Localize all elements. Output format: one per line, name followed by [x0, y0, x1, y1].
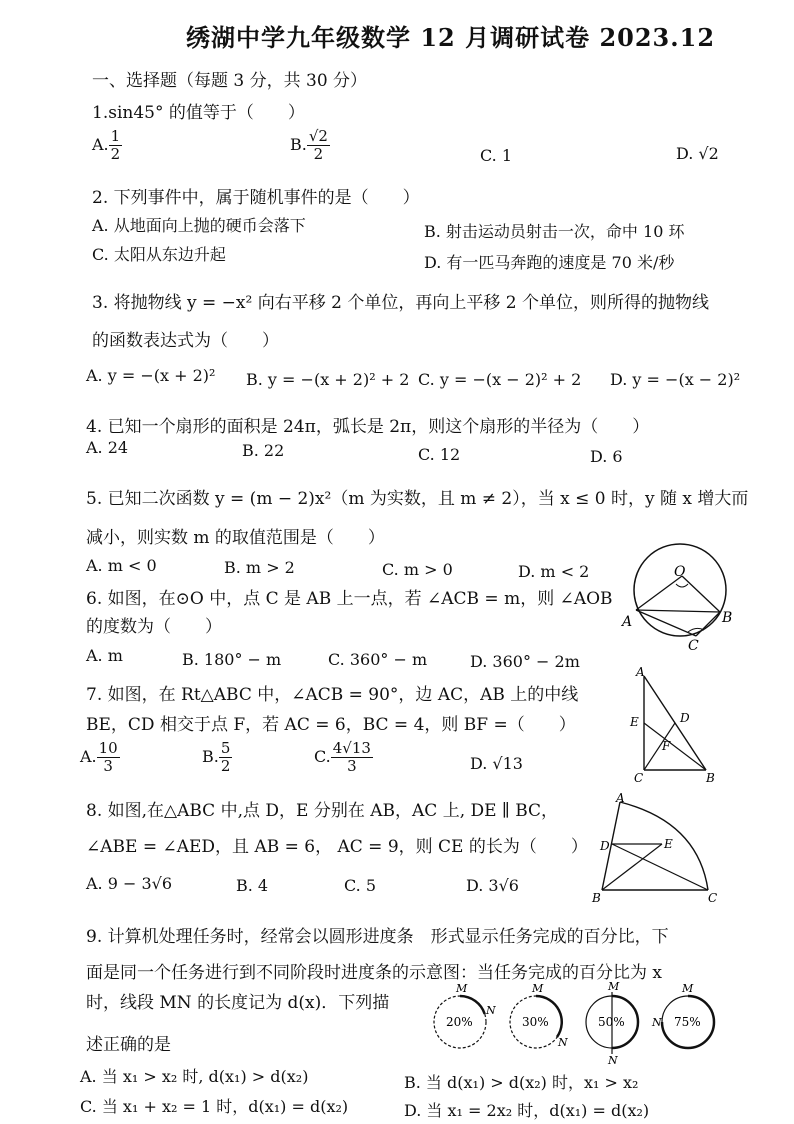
q5-option-c[interactable]: C. m > 0: [382, 560, 453, 579]
dial-75-label: 75%: [674, 1015, 701, 1029]
label-b: B: [592, 891, 601, 904]
q8-option-a[interactable]: A. 9 − 3√6: [86, 874, 173, 893]
angle-o-arc: [676, 584, 688, 587]
q7-a-label: A.: [80, 747, 97, 766]
q3-option-c[interactable]: C. y = −(x − 2)² + 2: [418, 370, 582, 389]
q7-b-den: 2: [220, 757, 231, 775]
q4-option-b[interactable]: B. 22: [242, 441, 285, 460]
dial-20-n: N: [486, 1004, 496, 1017]
q7-stem-1: 7. 如图，在 Rt△ABC 中，∠ACB = 90°，边 AC，AB 上的中线: [86, 685, 579, 705]
q7-option-d[interactable]: D. √13: [470, 754, 523, 773]
q5-option-d[interactable]: D. m < 2: [518, 562, 590, 581]
q1-option-c[interactable]: C. 1: [480, 146, 513, 165]
q5-stem-2: 减小，则实数 m 的取值范围是（ ）: [86, 528, 385, 548]
q8-option-b[interactable]: B. 4: [236, 876, 269, 895]
dial-20-arc: [460, 996, 485, 1014]
page-title: 绣湖中学九年级数学 12 月调研试卷 2023.12: [186, 23, 716, 52]
q1-stem: 1.sin45° 的值等于（ ）: [92, 103, 305, 123]
q3-option-b[interactable]: B. y = −(x + 2)² + 2: [246, 370, 410, 389]
q6-option-a[interactable]: A. m: [86, 646, 123, 665]
label-c: C: [708, 891, 718, 904]
q9-option-d[interactable]: D. 当 x₁ = 2x₂ 时，d(x₁) = d(x₂): [404, 1101, 650, 1120]
q2-stem: 2. 下列事件中，属于随机事件的是（ ）: [92, 188, 420, 208]
q1-a-num: 1: [110, 127, 121, 145]
q7-b-fraction: [219, 740, 233, 775]
q9-stem-2: 面是同一个任务进行到不同阶段时进度条的示意图：当任务完成的百分比为 x: [86, 963, 662, 983]
q2-option-a[interactable]: A. 从地面向上抛的硬币会落下: [92, 216, 306, 235]
q5-option-b[interactable]: B. m > 2: [224, 558, 295, 577]
q1-b-label: B.: [290, 135, 307, 154]
q9-option-a[interactable]: A. 当 x₁ > x₂ 时, d(x₁) > d(x₂): [80, 1067, 309, 1086]
label-d: D: [680, 711, 690, 725]
label-a: A: [622, 614, 633, 630]
label-a: A: [636, 665, 645, 679]
q2-option-b[interactable]: B. 射击运动员射击一次，命中 10 环: [424, 222, 685, 241]
q9-option-c[interactable]: C. 当 x₁ + x₂ = 1 时，d(x₁) = d(x₂): [80, 1097, 349, 1116]
q4-option-d[interactable]: D. 6: [590, 447, 623, 466]
dial-50-m: M: [608, 980, 620, 993]
dial-50-label: 50%: [598, 1015, 625, 1029]
q7-triangle-figure: [626, 664, 722, 784]
q3-option-d[interactable]: D. y = −(x − 2)²: [610, 370, 741, 389]
q7-a-fraction: [97, 740, 120, 775]
label-e: E: [664, 837, 673, 851]
q7-stem-2: BE，CD 相交于点 F，若 AC = 6，BC = 4，则 BF =（ ）: [86, 715, 576, 735]
q6-option-d[interactable]: D. 360° − 2m: [470, 652, 580, 671]
q3-stem-2: 的函数表达式为（ ）: [92, 331, 279, 351]
q8-option-c[interactable]: C. 5: [344, 876, 377, 895]
q1-a-fraction: [109, 128, 123, 163]
segment-be: [602, 844, 662, 890]
q9-option-b[interactable]: B. 当 d(x₁) > d(x₂) 时，x₁ > x₂: [404, 1073, 639, 1092]
dial-20-m: M: [456, 982, 468, 995]
label-a: A: [616, 792, 625, 805]
segment-ac: [636, 610, 696, 636]
median-be: [644, 723, 706, 770]
label-b: B: [706, 771, 715, 784]
q1-option-b[interactable]: [290, 128, 330, 163]
section-heading: 一、选择题（每题 3 分，共 30 分）: [92, 71, 368, 91]
label-f: F: [662, 739, 671, 753]
q1-b-den: 2: [313, 145, 324, 163]
label-o: O: [674, 564, 686, 580]
q4-option-c[interactable]: C. 12: [418, 445, 461, 464]
q6-stem-1: 6. 如图，在⊙O 中，点 C 是 AB 上一点，若 ∠ACB = m，则 ∠AOB: [86, 589, 613, 609]
q7-a-den: 3: [103, 757, 113, 775]
q6-circle-figure: [616, 540, 744, 652]
q6-option-c[interactable]: C. 360° − m: [328, 650, 428, 669]
dial-30-n: N: [558, 1036, 568, 1049]
q8-stem-1: 8. 如图,在△ABC 中,点 D，E 分别在 AB，AC 上, DE ∥ BC，: [86, 801, 559, 821]
label-d: D: [600, 839, 610, 853]
dial-20-label: 20%: [446, 1015, 473, 1029]
q9-stem-1: 9. 计算机处理任务时，经常会以圆形进度条 形式显示任务完成的百分比，下: [86, 927, 669, 947]
q7-b-num: 5: [220, 739, 231, 757]
q7-a-num: 10: [98, 739, 118, 757]
label-b: B: [722, 610, 733, 626]
label-c: C: [634, 771, 644, 784]
q7-option-b[interactable]: [202, 740, 232, 775]
q7-c-num: 4√13: [332, 739, 371, 757]
dial-30-label: 30%: [522, 1015, 549, 1029]
q7-b-label: B.: [202, 747, 219, 766]
q6-option-b[interactable]: B. 180° − m: [182, 650, 282, 669]
q6-stem-2: 的度数为（ ）: [86, 617, 222, 637]
q3-option-a[interactable]: A. y = −(x + 2)²: [86, 366, 216, 385]
q1-a-label: A.: [92, 135, 109, 154]
q9-stem-3: 时，线段 MN 的长度记为 d(x)．下列描: [86, 993, 390, 1013]
q7-c-fraction: [331, 740, 373, 775]
segment-ob: [682, 576, 720, 612]
q2-option-c[interactable]: C. 太阳从东边升起: [92, 245, 226, 264]
q1-option-a[interactable]: [92, 128, 122, 163]
q1-option-d[interactable]: D. √2: [676, 144, 719, 163]
q7-option-c[interactable]: [314, 740, 373, 775]
q9-progress-dials: [424, 978, 728, 1064]
q8-stem-2: ∠ABE = ∠AED，且 AB = 6， AC = 9，则 CE 的长为（ ）: [86, 837, 588, 857]
median-cd: [644, 723, 675, 770]
label-c: C: [688, 638, 699, 652]
q1-a-den: 2: [110, 145, 121, 163]
q7-c-den: 3: [347, 757, 357, 775]
q4-option-a[interactable]: A. 24: [86, 438, 129, 457]
circle-o: [634, 544, 726, 636]
segment-bc: [696, 612, 720, 636]
q1-b-fraction: [307, 128, 330, 163]
dial-50-n: N: [608, 1054, 618, 1064]
label-e: E: [630, 715, 639, 729]
q7-c-label: C.: [314, 747, 331, 766]
q8-option-d[interactable]: D. 3√6: [466, 876, 519, 895]
segment-ab: [636, 610, 720, 612]
q4-stem: 4. 已知一个扇形的面积是 24π，弧长是 2π，则这个扇形的半径为（ ）: [86, 417, 650, 437]
dial-75-n: N: [652, 1016, 662, 1029]
q8-triangle-figure: [588, 792, 724, 904]
q3-stem-1: 3. 将抛物线 y = −x² 向右平移 2 个单位，再向上平移 2 个单位，则所得的抛物线: [92, 293, 709, 313]
q9-stem-4: 述正确的是: [86, 1035, 171, 1055]
q7-option-a[interactable]: [80, 740, 120, 775]
q2-option-d[interactable]: D. 有一匹马奔跑的速度是 70 米/秒: [424, 253, 675, 272]
dial-30-m: M: [532, 982, 544, 995]
q5-stem-1: 5. 已知二次函数 y = (m − 2)x²（m 为实数，且 m ≠ 2），当 x ≤ 0 时，y 随 x 增大而: [86, 489, 749, 509]
segment-oa: [636, 576, 682, 610]
q1-b-num: √2: [308, 127, 328, 145]
q5-option-a[interactable]: A. m < 0: [86, 556, 157, 575]
dial-75-m: M: [682, 982, 694, 995]
